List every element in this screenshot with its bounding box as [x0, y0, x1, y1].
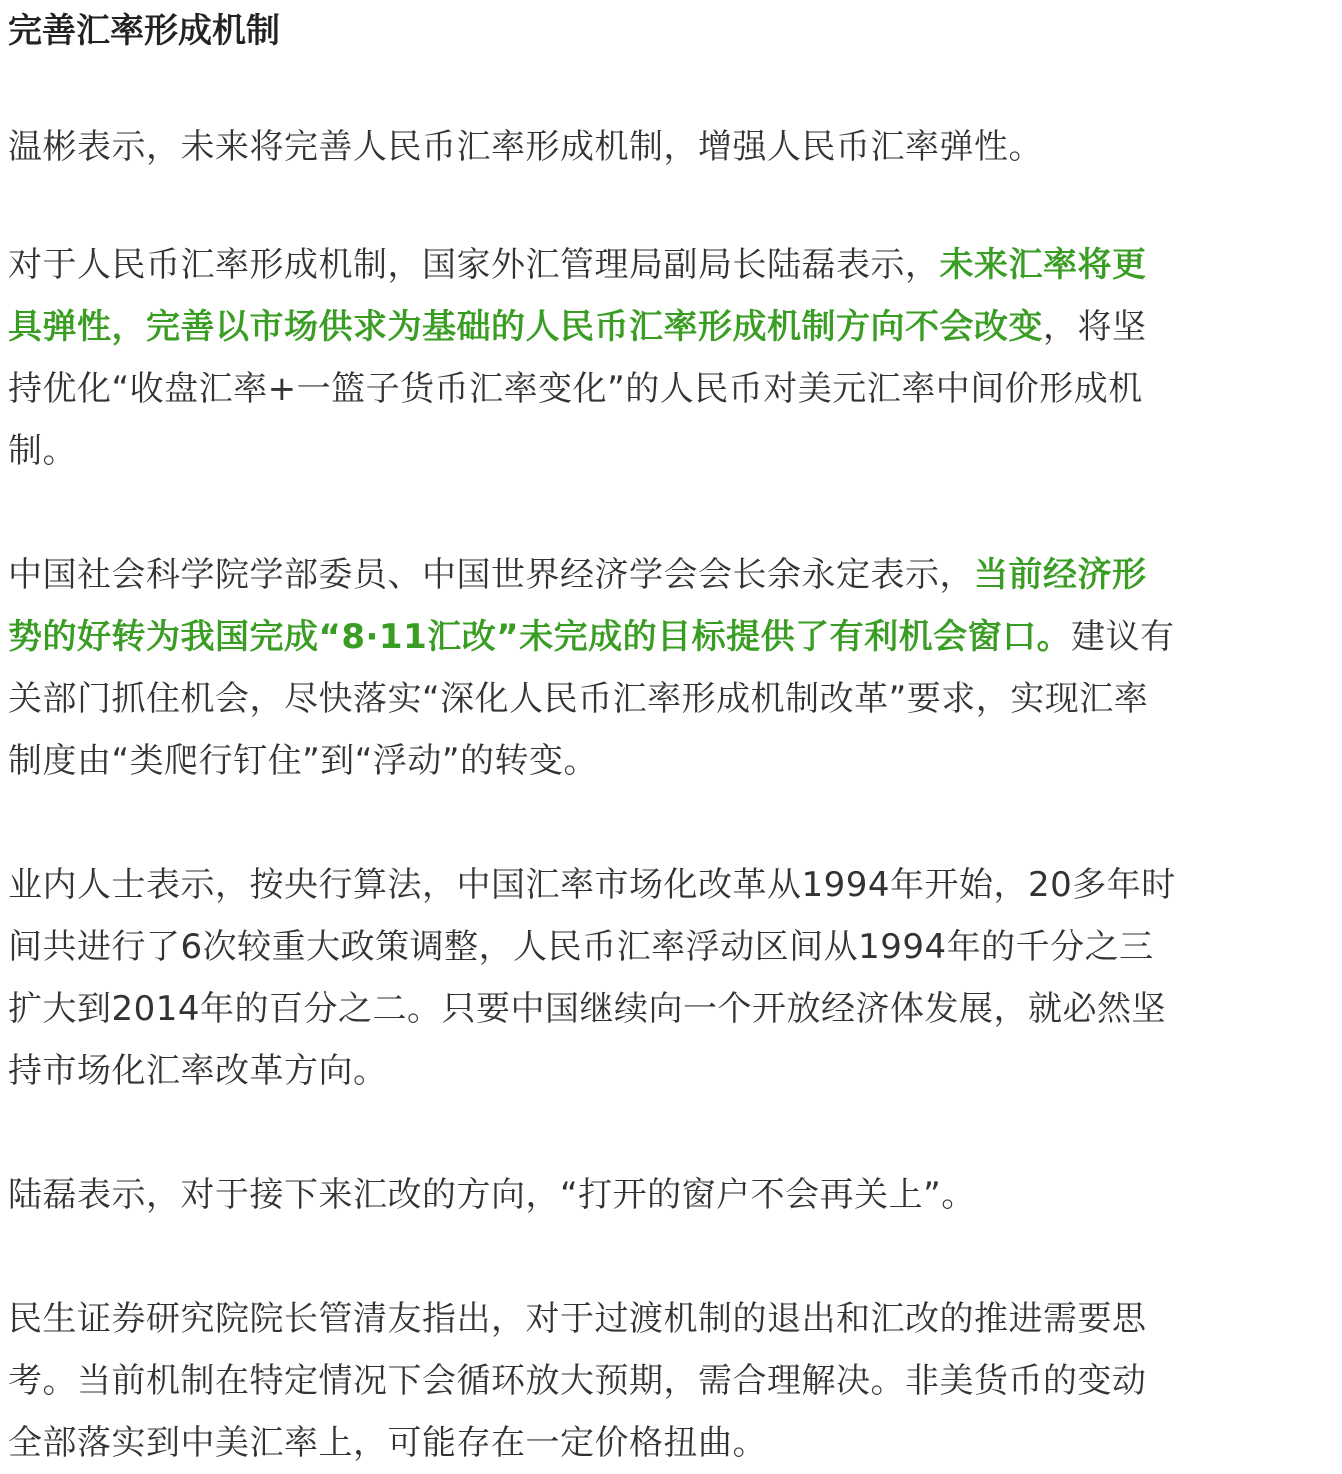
paragraph-lu-lei [8, 234, 1342, 482]
paragraph-line: 扩大到2014年的百分之二。只要中国继续向一个开放经济体发展，就必然坚 [8, 989, 1167, 1029]
paragraph-line: 温彬表示，未来将完善人民币汇率形成机制，增强人民币汇率弹性。 [8, 127, 1043, 167]
paragraph-line: 关部门抓住机会，尽快落实“深化人民币汇率形成机制改革”要求，实现汇率 [8, 679, 1149, 719]
paragraph-line: 全部落实到中美汇率上，可能存在一定价格扭曲。 [8, 1423, 767, 1463]
highlighted-text: 未来汇率将更 [939, 245, 1147, 285]
paragraph-line [8, 606, 1342, 668]
highlighted-text: 当前经济形 [974, 555, 1147, 595]
text-run: 建议有 [1071, 617, 1175, 657]
paragraph-line: 制。 [8, 431, 77, 471]
paragraph-wen-bin [8, 116, 1342, 178]
paragraph-line: 制度由“类爬行钉住”到“浮动”的转变。 [8, 741, 598, 781]
paragraph-lu-lei-quote [8, 1164, 1342, 1226]
paragraph-line: 持优化“收盘汇率+一篮子货币汇率变化”的人民币对美元汇率中间价形成机 [8, 369, 1143, 409]
highlighted-text: 势的好转为我国完成“8·11汇改”未完成的目标提供了有利机会窗口。 [8, 617, 1072, 657]
paragraph-line: 民生证券研究院院长管清友指出，对于过渡机制的退出和汇改的推进需要思 [8, 1299, 1147, 1339]
paragraph-line [8, 234, 1342, 296]
paragraph-line [8, 544, 1342, 606]
highlighted-text: 具弹性，完善以市场供求为基础的人民币汇率形成机制方向不会改变 [8, 307, 1043, 347]
paragraph-line: 持市场化汇率改革方向。 [8, 1051, 388, 1091]
paragraph-line: 间共进行了6次较重大政策调整，人民币汇率浮动区间从1994年的千分之三 [8, 927, 1154, 967]
text-run: ，将坚 [1043, 307, 1147, 347]
paragraph-line: 业内人士表示，按央行算法，中国汇率市场化改革从1994年开始，20多年时 [8, 865, 1176, 905]
paragraph-yu-yongding [8, 544, 1342, 792]
paragraph-line: 考。当前机制在特定情况下会循环放大预期，需合理解决。非美货币的变动 [8, 1361, 1147, 1401]
text-run: 中国社会科学院学部委员、中国世界经济学会会长余永定表示， [8, 555, 974, 595]
section-heading: 完善汇率形成机制 [8, 11, 280, 51]
paragraph-line: 陆磊表示，对于接下来汇改的方向，“打开的窗户不会再关上”。 [8, 1175, 976, 1215]
text-run: 对于人民币汇率形成机制，国家外汇管理局副局长陆磊表示， [8, 245, 940, 285]
paragraph-industry-insiders [8, 854, 1342, 1102]
paragraph-line [8, 296, 1342, 358]
paragraph-guan-qingyou [8, 1288, 1342, 1474]
